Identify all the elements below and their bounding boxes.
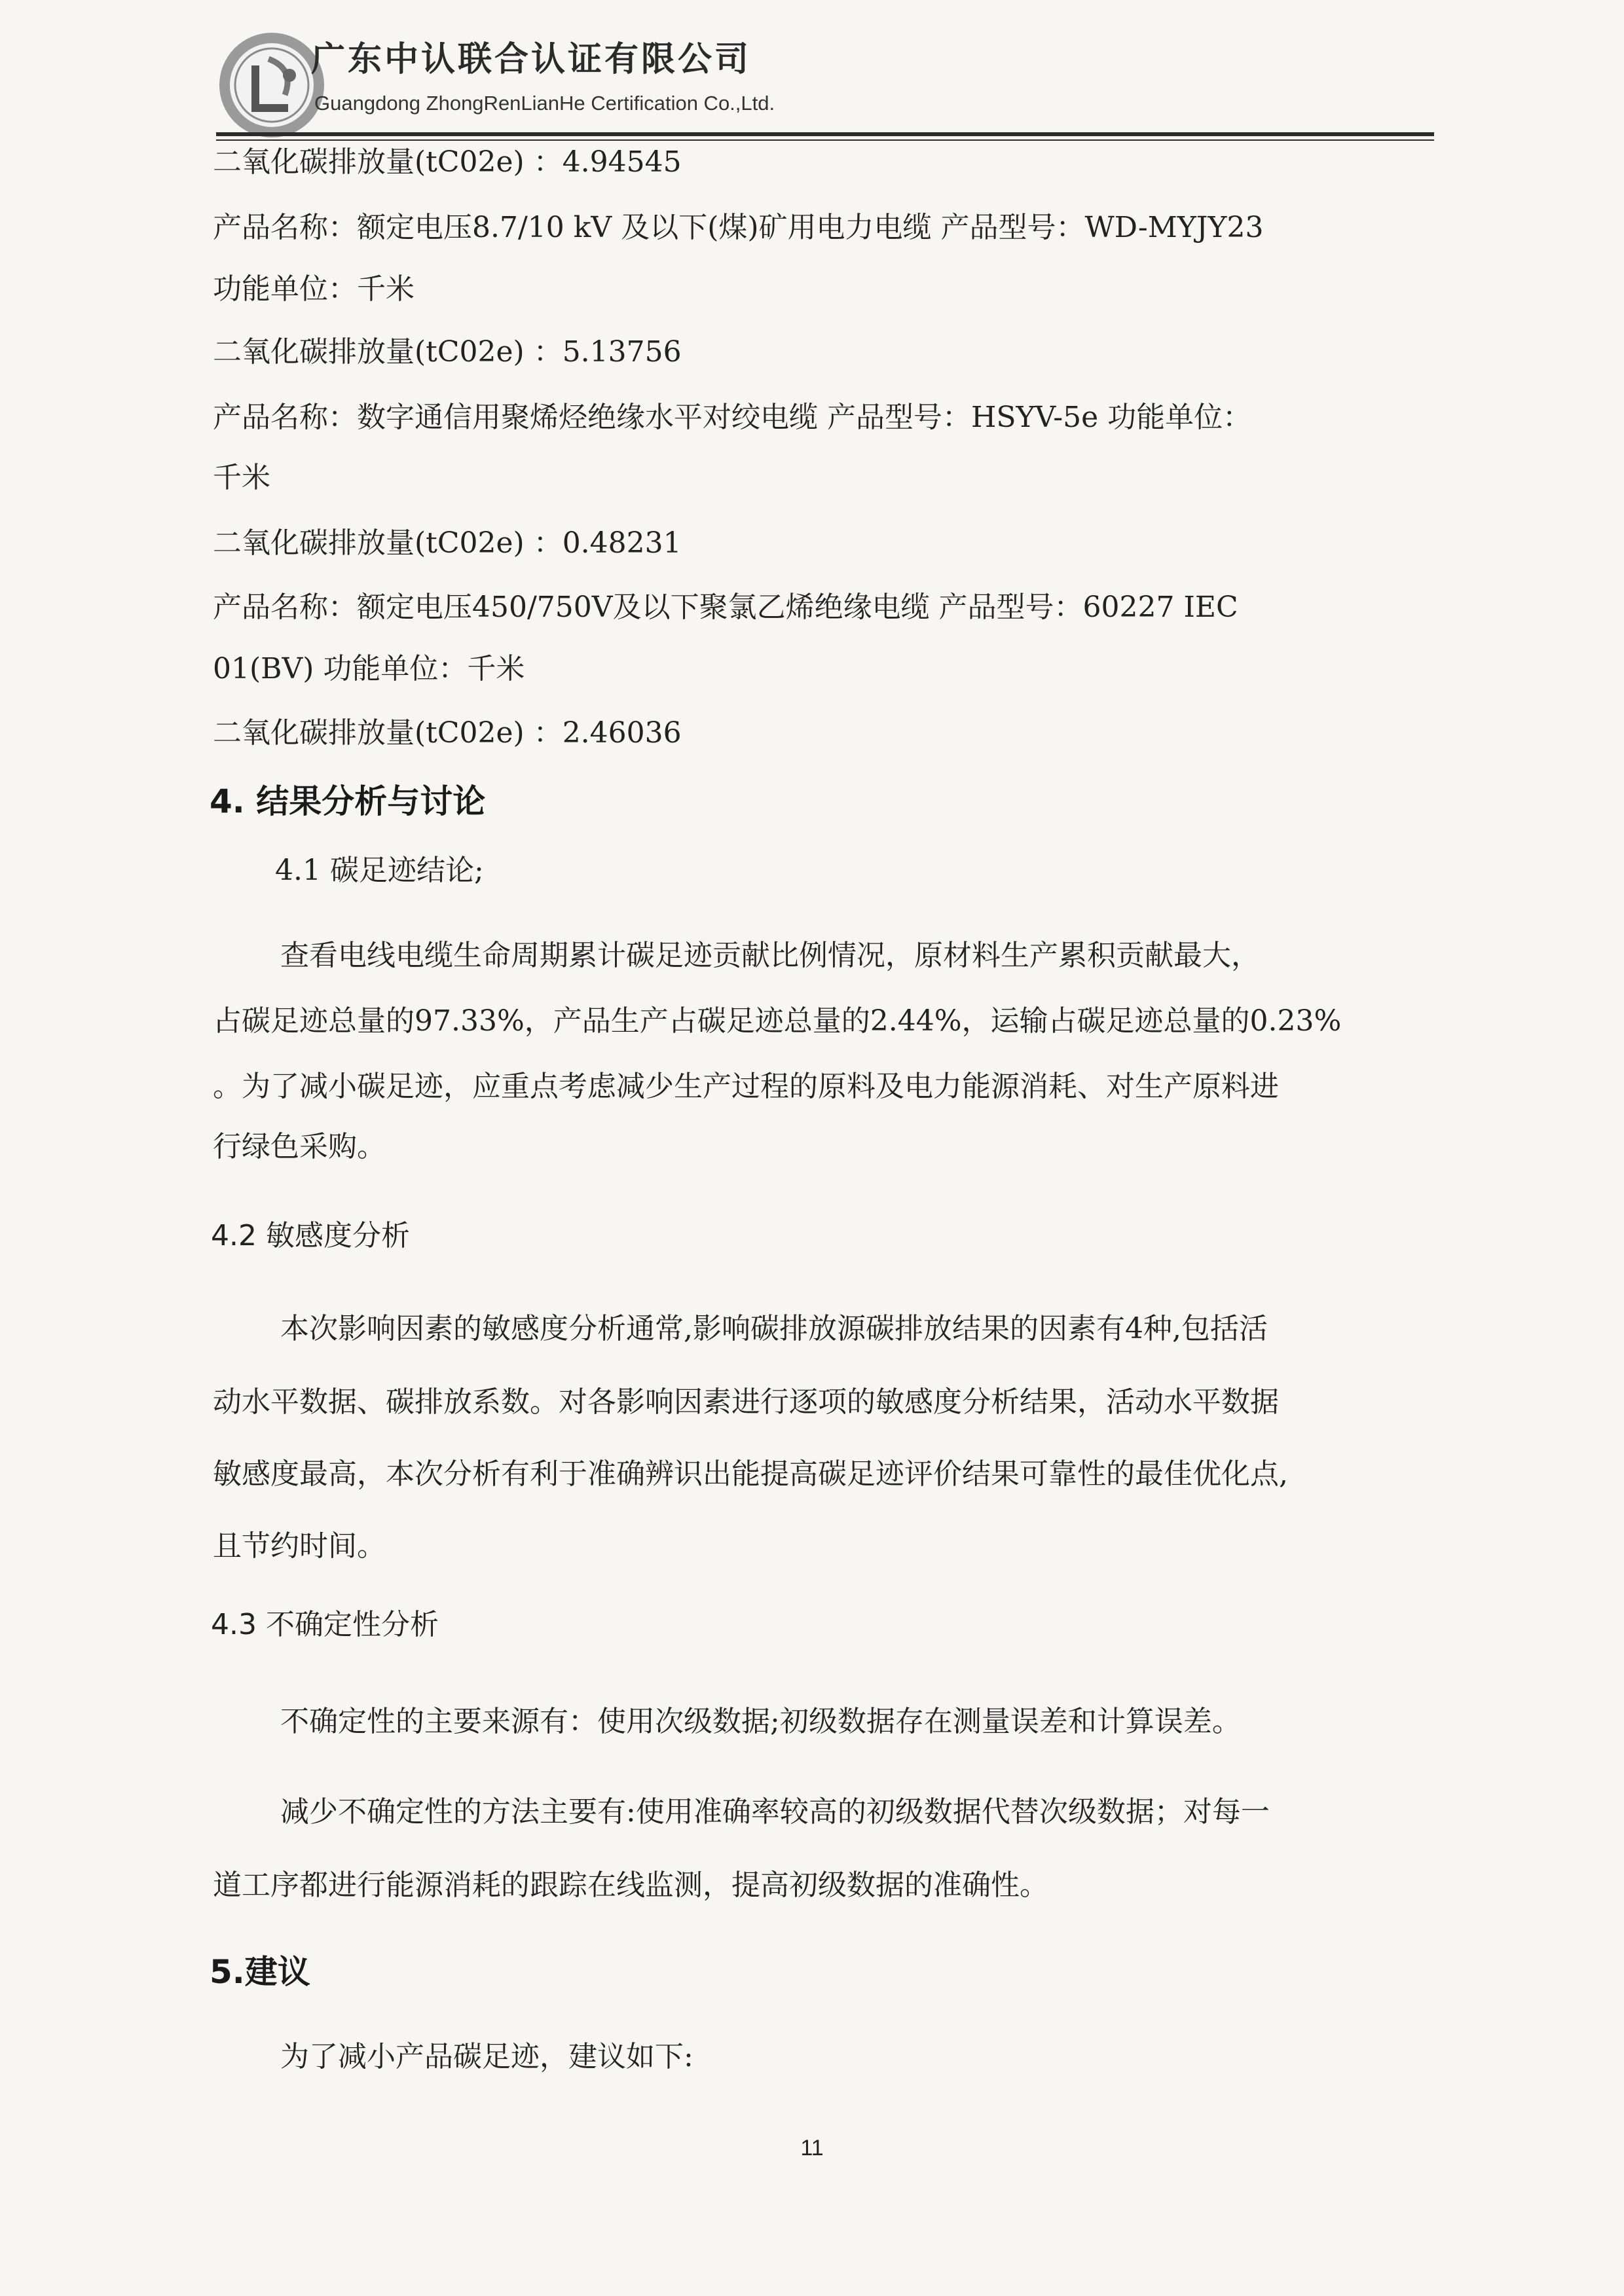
emission-line: 二氧化碳排放量(tC02e) ：2.46036 [213,716,682,750]
emission-line: 二氧化碳排放量(tC02e) ：5.13756 [213,335,682,369]
paragraph-line: 查看电线电缆生命周期累计碳足迹贡献比例情况，原材料生产累积贡献最大， [280,939,1260,972]
emission-line: 二氧化碳排放量(tC02e) ：4.94545 [213,145,682,179]
paragraph-line: 且节约时间。 [213,1529,386,1563]
section-4-2-title: 4.2 敏感度分析 [211,1219,410,1252]
paragraph-line: 动水平数据、碳排放系数。对各影响因素进行逐项的敏感度分析结果，活动水平数据 [213,1385,1279,1419]
unit-line: 01(BV) 功能单位：千米 [213,652,525,685]
paragraph-line: 减少不确定性的方法主要有:使用准确率较高的初级数据代替次级数据；对每一 [280,1795,1270,1829]
header-rule-thin [216,139,1434,141]
paragraph-line: 敏感度最高，本次分析有利于准确辨识出能提高碳足迹评价结果可靠性的最佳优化点, [213,1457,1288,1491]
paragraph-line: 行绿色采购。 [213,1130,386,1163]
paragraph-line: 占碳足迹总量的97.33%，产品生产占碳足迹总量的2.44%，运输占碳足迹总量的0.23% [213,1004,1342,1038]
paragraph-line: 。为了减小碳足迹，应重点考虑减少生产过程的原料及电力能源消耗、对生产原料进 [213,1070,1279,1103]
section-4-1-title: 4.1 碳足迹结论; [275,854,484,887]
paragraph-line: 道工序都进行能源消耗的跟踪在线监测，提高初级数据的准确性。 [213,1868,1048,1902]
unit-line: 功能单位：千米 [213,272,415,306]
letterhead [216,26,1434,144]
paragraph-line: 不确定性的主要来源有：使用次级数据;初级数据存在测量误差和计算误差。 [280,1705,1241,1738]
section-4-3-title: 4.3 不确定性分析 [211,1608,439,1641]
company-name-cn: 广东中认联合认证有限公司 [311,40,752,79]
header-rule [216,132,1434,136]
section-4-title: 4. 结果分析与讨论 [210,782,486,820]
product-line: 产品名称：数字通信用聚烯烃绝缘水平对绞电缆 产品型号：HSYV-5e 功能单位： [213,401,1252,434]
unit-line: 千米 [213,461,270,494]
company-name-en: Guangdong ZhongRenLianHe Certification Co.,Ltd. [314,92,775,115]
section-5-title: 5.建议 [210,1953,310,1991]
page-number: 11 [800,2136,824,2160]
product-line: 产品名称：额定电压450/750V及以下聚氯乙烯绝缘电缆 产品型号：60227 IEC [213,591,1238,624]
emission-line: 二氧化碳排放量(tC02e) ：0.48231 [213,526,682,560]
paragraph-line: 为了减小产品碳足迹，建议如下: [280,2040,693,2073]
product-line: 产品名称：额定电压8.7/10 kV 及以下(煤)矿用电力电缆 产品型号：WD-MYJY23 [213,211,1264,244]
paragraph-line: 本次影响因素的敏感度分析通常,影响碳排放源碳排放结果的因素有4种,包括活 [280,1312,1268,1345]
